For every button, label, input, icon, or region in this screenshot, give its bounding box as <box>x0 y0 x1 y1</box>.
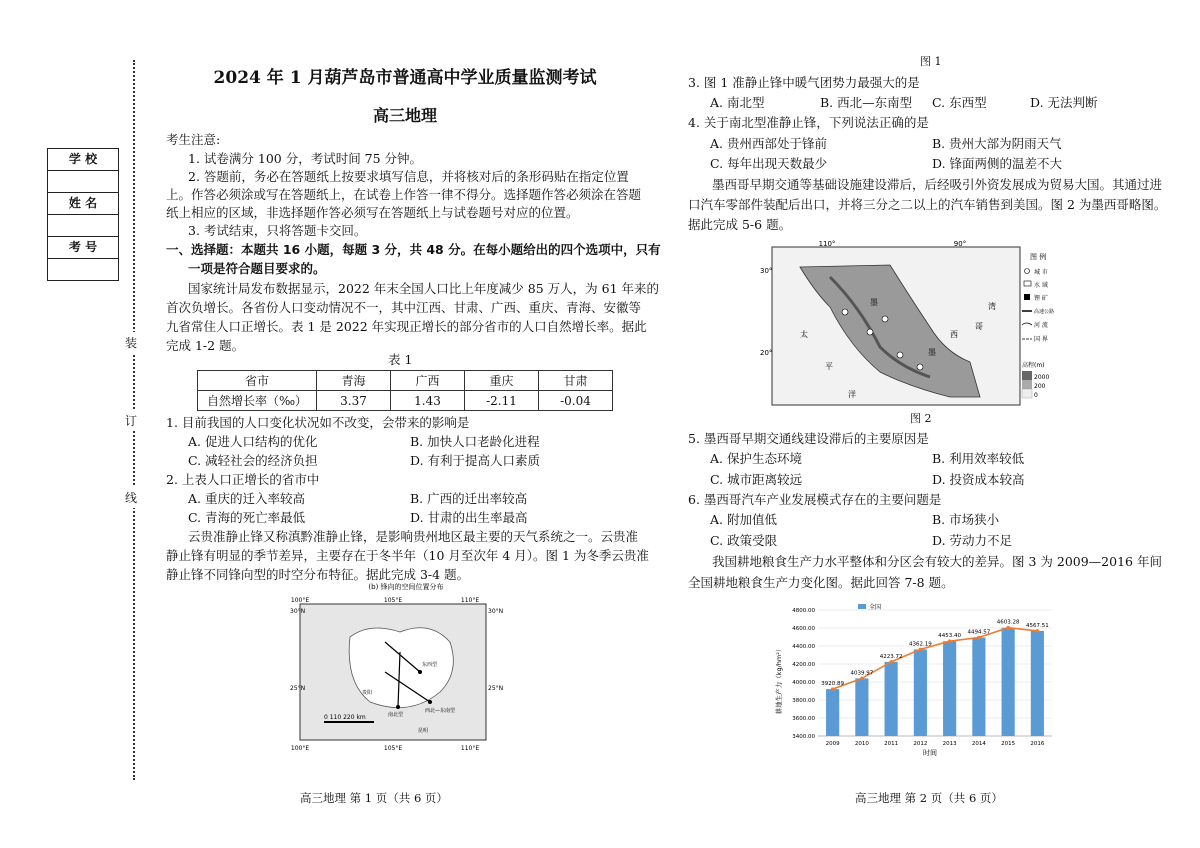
fig2-elev-low-swatch <box>1022 389 1032 398</box>
info-id-field[interactable] <box>48 259 118 280</box>
chart-x-tick-label: 2011 <box>884 741 899 747</box>
binding-label-zhuang: 装 <box>125 332 137 353</box>
figure1-front-map <box>290 582 522 754</box>
chart-y-tick-label: 3800.00 <box>792 698 815 704</box>
q2-stem: 2. 上表人口正增长的省市中 <box>166 472 320 487</box>
fig1-lon-105-bottom: 105°E <box>383 745 403 752</box>
chart-data-label: 4039.97 <box>850 670 874 677</box>
q1-option-a: A. 促进人口结构的优化 <box>188 434 318 449</box>
chart-x-tick-label: 2015 <box>1001 741 1016 747</box>
chart-bar <box>855 678 868 736</box>
figure2-mexico-map <box>760 237 1054 409</box>
q5-option-d: D. 投资成本较高 <box>932 472 1025 487</box>
fig2-lat-30: 30° <box>760 267 773 275</box>
fig2-elev-0: 0 <box>1034 392 1038 399</box>
fig2-legend-border: 国 界 <box>1034 336 1048 343</box>
para2-line3: 静止锋不同锋向型的时空分布特征。据此完成 3-4 题。 <box>166 567 470 582</box>
info-id-label: 考 号 <box>48 237 118 259</box>
para4-line1: 我国耕地粮食生产力水平整体和分区会有较大的差异。图 3 为 2009—2016 年间 <box>712 554 1162 569</box>
fig2-ocean-yang: 洋 <box>848 390 856 399</box>
exam-title: 2024 年 1 月葫芦岛市普通高中学业质量监测考试 <box>213 68 597 88</box>
chart-line-point <box>919 648 923 652</box>
notice-3: 3. 考试结束，只将答题卡交回。 <box>188 223 367 238</box>
fig1-label-ns: 南北型 <box>388 712 404 718</box>
fig2-legend-river: 河 流 <box>1034 322 1048 329</box>
fig2-ocean-ping: 平 <box>825 362 833 371</box>
chart-data-label: 4603.28 <box>996 619 1020 626</box>
fig2-gulf-ge: 哥 <box>975 322 983 331</box>
info-school-field[interactable] <box>48 171 118 193</box>
q3-stem: 3. 图 1 准静止锋中暖气团势力最强大的是 <box>688 75 920 90</box>
chart-bar <box>914 649 927 736</box>
q5-option-a: A. 保护生态环境 <box>710 451 802 466</box>
fig1-lat-30-right: 30°N <box>488 608 504 615</box>
fig1-label-guiyang: 贵阳 <box>362 690 373 696</box>
notice-2: 2. 答题前，务必在答题纸上按要求填写信息，并将核对后的条形码贴在指定位置 <box>188 169 629 184</box>
section1-line2: 一项是符合题目要求的。 <box>188 261 326 276</box>
figure1-caption: 图 1 <box>920 55 942 68</box>
footer-right: 高三地理 第 2 页（共 6 页） <box>855 791 1003 805</box>
fig2-legend-elev: 高程(m) <box>1022 362 1045 369</box>
para1-line4: 完成 1-2 题。 <box>166 338 245 353</box>
para1-line2: 首次负增长。各省份人口变动情况不一，其中江西、甘肃、广西、重庆、青海、安徽等 <box>166 300 642 315</box>
chart-x-tick-label: 2009 <box>825 741 840 747</box>
notice-head: 考生注意: <box>166 132 221 147</box>
notice-1: 1. 试卷满分 100 分，考试时间 75 分钟。 <box>188 151 423 166</box>
q6-option-c: C. 政策受限 <box>710 533 778 548</box>
chart-data-label: 4567.51 <box>1026 622 1049 629</box>
fig1-label-nwse: 西北—东南型 <box>425 708 456 714</box>
chart-y-tick-label: 4600.00 <box>792 626 815 632</box>
chart-x-tick-label: 2012 <box>913 741 928 747</box>
chart-legend-label: 全国 <box>869 604 882 611</box>
fig2-legend-water: 水 域 <box>1034 282 1048 289</box>
chart-y-tick-label: 4200.00 <box>792 662 815 668</box>
table1-h3: 重庆 <box>465 371 539 391</box>
fig2-elev-high-swatch <box>1022 371 1032 380</box>
student-info-box <box>47 148 119 281</box>
fig2-legend-title: 图 例 <box>1030 253 1047 261</box>
subject-title: 高三地理 <box>372 106 437 125</box>
chart-x-tick-label: 2014 <box>971 741 986 747</box>
info-name-label: 姓 名 <box>48 193 118 215</box>
chart-bar <box>885 662 898 736</box>
chart-y-tick-label: 4000.00 <box>792 680 815 686</box>
fig1-lon-100-top: 100°E <box>290 597 310 604</box>
fig1-lon-110-bottom: 110°E <box>460 745 480 752</box>
fig2-lon-110: 110° <box>818 240 836 248</box>
chart-data-label: 4362.19 <box>909 641 932 648</box>
fig2-elev-mid-swatch <box>1022 380 1032 389</box>
chart-bar <box>972 637 985 736</box>
q4-option-b: B. 贵州大部为阴雨天气 <box>932 136 1062 151</box>
table1-c0: 自然增长率（‰） <box>198 391 317 411</box>
footer-left: 高三地理 第 1 页（共 6 页） <box>300 791 448 805</box>
binding-label-xian: 线 <box>125 487 137 508</box>
chart-line-point <box>977 636 981 640</box>
fig2-city <box>897 352 903 358</box>
chart-line-point <box>889 660 893 664</box>
q2-option-d: D. 甘肃的出生率最高 <box>410 510 528 525</box>
chart-bar <box>826 689 839 736</box>
table1-c4: -0.04 <box>539 391 613 411</box>
q3-option-b: B. 西北—东南型 <box>820 95 913 110</box>
table1-h4: 甘肃 <box>539 371 613 391</box>
q2-option-b: B. 广西的迁出率较高 <box>410 491 528 506</box>
figure2-caption: 图 2 <box>910 412 932 425</box>
fig1-scale-label: 0 110 220 km <box>324 714 366 721</box>
chart-line-point <box>1006 626 1010 630</box>
notice-2b: 上。作答必须涂或写在答题纸上，在试卷上作答一律不得分。选择题作答必须涂在答题 <box>166 187 642 202</box>
fig2-legend-city-icon <box>1025 269 1030 274</box>
fig1-lat-25-left: 25°N <box>290 685 306 692</box>
fig2-gulf-mo: 墨 <box>928 348 936 357</box>
q1-option-b: B. 加快人口老龄化进程 <box>410 434 540 449</box>
fig1-point <box>418 670 422 674</box>
table1-h0: 省市 <box>198 371 317 391</box>
chart-y-tick-label: 4800.00 <box>792 608 815 614</box>
fig2-elev-200: 200 <box>1034 383 1046 390</box>
table1-header-row <box>198 371 613 391</box>
para3-line2: 口汽车零部件装配后出口，并将三分之二以上的汽车销售到美国。图 2 为墨西哥略图。 <box>688 197 1167 212</box>
table1-data-row <box>198 391 613 411</box>
para2-line1: 云贵准静止锋又称滇黔准静止锋，是影响贵州地区最主要的天气系统之一。云贵准 <box>188 529 639 544</box>
binding-label-ding: 订 <box>125 410 137 431</box>
q6-option-a: A. 附加值低 <box>710 512 777 527</box>
chart-y-tick-label: 3600.00 <box>792 716 815 722</box>
fig1-lat-30-left: 30°N <box>290 608 306 615</box>
q3-option-c: C. 东西型 <box>932 95 987 110</box>
fig2-legend-water-icon <box>1024 281 1031 286</box>
q5-option-c: C. 城市距离较远 <box>710 472 803 487</box>
fig2-city <box>882 316 888 322</box>
chart-legend-swatch <box>858 604 866 609</box>
fig1-lon-110-top: 110°E <box>460 597 480 604</box>
q6-option-b: B. 市场狭小 <box>932 512 1000 527</box>
fig1-point <box>428 700 432 704</box>
fig1-label-ew: 东西型 <box>422 662 438 668</box>
table1-c2: 1.43 <box>391 391 465 411</box>
chart-y-axis-title: 耕地生产力（kg/hm²） <box>775 645 783 715</box>
fig1-label-kunming: 昆明 <box>418 728 429 734</box>
chart-x-tick-label: 2016 <box>1030 741 1045 747</box>
q2-option-c: C. 青海的死亡率最低 <box>188 510 306 525</box>
table1 <box>197 370 613 411</box>
chart-bar <box>1002 628 1015 736</box>
chart-y-tick-label: 4400.00 <box>792 644 815 650</box>
chart-x-tick-label: 2013 <box>942 741 957 747</box>
chart-y-tick-label: 3400.00 <box>792 734 815 740</box>
para1-line1: 国家统计局发布数据显示，2022 年末全国人口比上年度减少 85 万人，为 61 年来的 <box>188 281 659 296</box>
q2-option-a: A. 重庆的迁入率较高 <box>188 491 305 506</box>
q1-option-c: C. 减轻社会的经济负担 <box>188 453 318 468</box>
fig2-legend-lithium: 锂 矿 <box>1034 295 1048 302</box>
notice-2c: 纸上相应的区域，非选择题作答必须写在答题纸上与试卷题号对应的位置。 <box>166 205 579 220</box>
chart-line-point <box>831 687 835 691</box>
chart-data-label: 3920.89 <box>821 681 844 688</box>
q4-option-c: C. 每年出现天数最少 <box>710 156 828 171</box>
fig2-gulf-wan: 湾 <box>988 302 996 311</box>
chart-bar <box>1031 631 1044 736</box>
fig1-lat-25-right: 25°N <box>488 685 504 692</box>
chart-data-label: 4223.72 <box>879 653 903 660</box>
chart-line-point <box>948 639 952 643</box>
chart-line-point <box>1036 629 1040 633</box>
fig2-ocean-tai: 太 <box>800 330 808 339</box>
q4-stem: 4. 关于南北型准静止锋，下列说法正确的是 <box>688 115 929 130</box>
q5-option-b: B. 利用效率较低 <box>932 451 1025 466</box>
chart-line-point <box>860 677 864 681</box>
table1-h2: 广西 <box>391 371 465 391</box>
fig1-title: (b) 锋向的空间位置分布 <box>368 583 444 591</box>
q6-stem: 6. 墨西哥汽车产业发展模式存在的主要问题是 <box>688 492 942 507</box>
info-name-field[interactable] <box>48 215 118 237</box>
fig2-elev-2000: 2000 <box>1034 374 1050 381</box>
fig2-country-mo: 墨 <box>870 298 878 307</box>
figure3-productivity-chart <box>760 598 1060 758</box>
fig2-legend-lithium-icon <box>1024 294 1030 300</box>
q4-option-a: A. 贵州西部处于锋前 <box>710 136 827 151</box>
q4-option-d: D. 锋面两侧的温差不大 <box>932 156 1063 171</box>
para3-line3: 据此完成 5-6 题。 <box>688 217 792 232</box>
para4-line2: 全国耕地粮食生产力变化图。据此回答 7-8 题。 <box>688 575 954 590</box>
para2-line2: 静止锋有明显的季节差异，主要存在于冬半年（10 月至次年 4 月）。图 1 为冬季云贵准 <box>166 548 649 563</box>
q3-option-d: D. 无法判断 <box>1030 95 1098 110</box>
chart-data-label: 4453.40 <box>938 633 961 640</box>
q5-stem: 5. 墨西哥早期交通线建设滞后的主要原因是 <box>688 431 929 446</box>
table1-h1: 青海 <box>317 371 391 391</box>
section1-line1: 一、选择题：本题共 16 小题，每题 3 分，共 48 分。在每小题给出的四个选项中，只有 <box>166 242 661 257</box>
para3-line1: 墨西哥早期交通等基础设施建设滞后，后经吸引外资发展成为贸易大国。其通过进 <box>712 177 1163 192</box>
fig2-city <box>867 329 873 335</box>
q1-option-d: D. 有利于提高人口素质 <box>410 453 541 468</box>
fig2-city <box>842 309 848 315</box>
chart-bar <box>943 641 956 736</box>
fig2-city <box>917 364 923 370</box>
fig2-lat-20: 20° <box>760 349 773 357</box>
fig1-lon-100-bottom: 100°E <box>290 745 310 752</box>
table1-c3: -2.11 <box>465 391 539 411</box>
fig2-lon-90: 90° <box>953 240 967 248</box>
table1-caption: 表 1 <box>388 352 413 367</box>
table1-c1: 3.37 <box>317 391 391 411</box>
chart-data-label: 4494.57 <box>967 629 991 636</box>
fig1-lon-105-top: 105°E <box>383 597 403 604</box>
chart-x-axis-title: 时间 <box>923 749 937 757</box>
q6-option-d: D. 劳动力不足 <box>932 533 1013 548</box>
fig1-point <box>396 705 400 709</box>
q3-option-a: A. 南北型 <box>710 95 765 110</box>
fig2-legend-highway: 高速公路 <box>1034 309 1054 315</box>
chart-x-tick-label: 2010 <box>854 741 869 747</box>
fig2-gulf-xi: 西 <box>950 330 958 339</box>
q1-stem: 1. 目前我国的人口变化状况如不改变，会带来的影响是 <box>166 415 470 430</box>
info-school-label: 学 校 <box>48 149 118 171</box>
fig2-legend-city: 城 市 <box>1034 269 1048 276</box>
para1-line3: 九省常住人口正增长。表 1 是 2022 年实现正增长的部分省市的人口自然增长率。据此 <box>166 319 647 334</box>
